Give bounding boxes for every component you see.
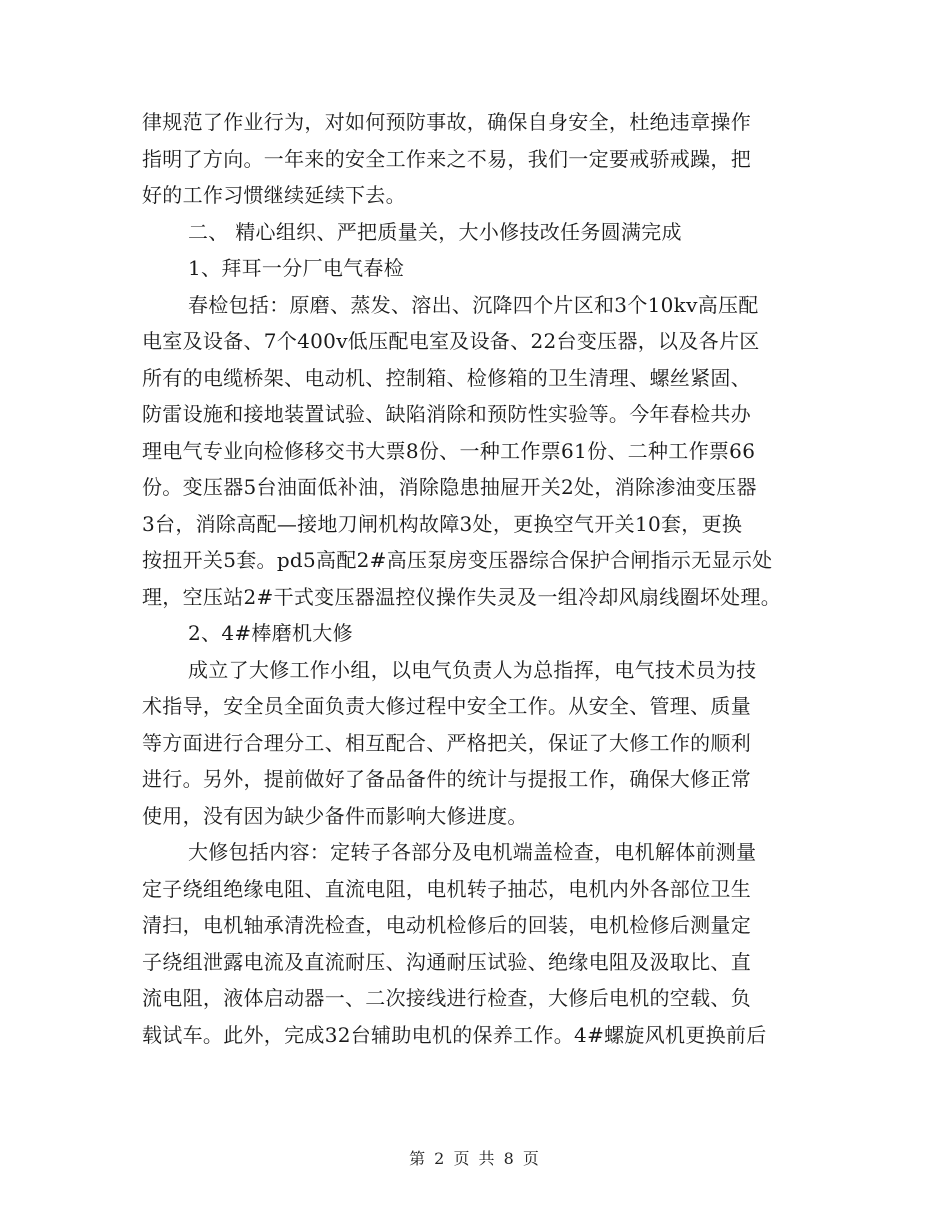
document-body — [142, 104, 810, 1053]
text-line: 载试车。此外，完成32台辅助电机的保养工作。4#螺旋风机更换前后 — [142, 1022, 767, 1047]
text-line: 春检包括：原磨、蒸发、溶出、沉降四个片区和3个10kv高压配 — [188, 292, 759, 317]
text-line: 大修包括内容：定转子各部分及电机端盖检查，电机解体前测量 — [188, 840, 757, 864]
text-line: 清扫，电机轴承清洗检查，电动机检修后的回装，电机检修后测量定 — [142, 913, 751, 937]
text-line: 流电阻，液体启动器一、二次接线进行检查，大修后电机的空载、负 — [142, 986, 751, 1010]
text-line: 子绕组泄露电流及直流耐压、沟通耐压试验、绝缘电阻及汲取比、直 — [142, 949, 751, 974]
text-line: 指明了方向。一年来的安全工作来之不易，我们一定要戒骄戒躁，把 — [142, 146, 751, 171]
text-line: 理电气专业向检修移交书大票8份、一种工作票61份、二种工作票66 — [142, 438, 756, 463]
text-line: 进行。另外，提前做好了备品备件的统计与提报工作，确保大修正常 — [142, 767, 751, 791]
section-heading: 二、 精心组织、严把质量关，大小修技改任务圆满完成 — [188, 219, 682, 244]
text-line: 成立了大修工作小组，以电气负责人为总指挥，电气技术员为技 — [188, 657, 757, 682]
text-line: 所有的电缆桥架、电动机、控制箱、检修箱的卫生清理、螺丝紧固、 — [142, 365, 751, 390]
subsection-heading: 1、拜耳一分厂电气春检 — [188, 256, 405, 280]
text-line: 电室及设备、7个400v低压配电室及设备、22台变压器，以及各片区 — [142, 329, 760, 353]
text-line: 按扭开关5套。pd5高配2#高压泵房变压器综合保护合闸指示无显示处 — [142, 548, 773, 572]
page-footer: 第 2 页 共 8 页 — [409, 1149, 541, 1168]
text-line: 好的工作习惯继续延续下去。 — [142, 183, 406, 207]
text-line: 使用，没有因为缺少备件而影响大修进度。 — [142, 803, 528, 828]
text-line: 律规范了作业行为，对如何预防事故，确保自身安全，杜绝违章操作 — [142, 110, 751, 134]
text-line: 理，空压站2#干式变压器温控仪操作失灵及一组冷却风扇线圈坏处理。 — [142, 584, 782, 609]
text-line: 3台，消除高配—接地刀闸机构故障3处，更换空气开关10套，更换 — [142, 511, 743, 536]
text-line: 术指导，安全员全面负责大修过程中安全工作。从安全、管理、质量 — [142, 694, 751, 718]
text-line: 防雷设施和接地装置试验、缺陷消除和预防性实验等。今年春检共办 — [142, 402, 751, 426]
text-line: 定子绕组绝缘电阻、直流电阻，电机转子抽芯，电机内外各部位卫生 — [142, 876, 751, 901]
text-line: 等方面进行合理分工、相互配合、严格把关，保证了大修工作的顺利 — [142, 730, 751, 755]
text-line: 份。变压器5台油面低补油，消除隐患抽屉开关2处，消除渗油变压器 — [142, 475, 757, 499]
subsection-heading: 2、4#棒磨机大修 — [188, 621, 353, 645]
